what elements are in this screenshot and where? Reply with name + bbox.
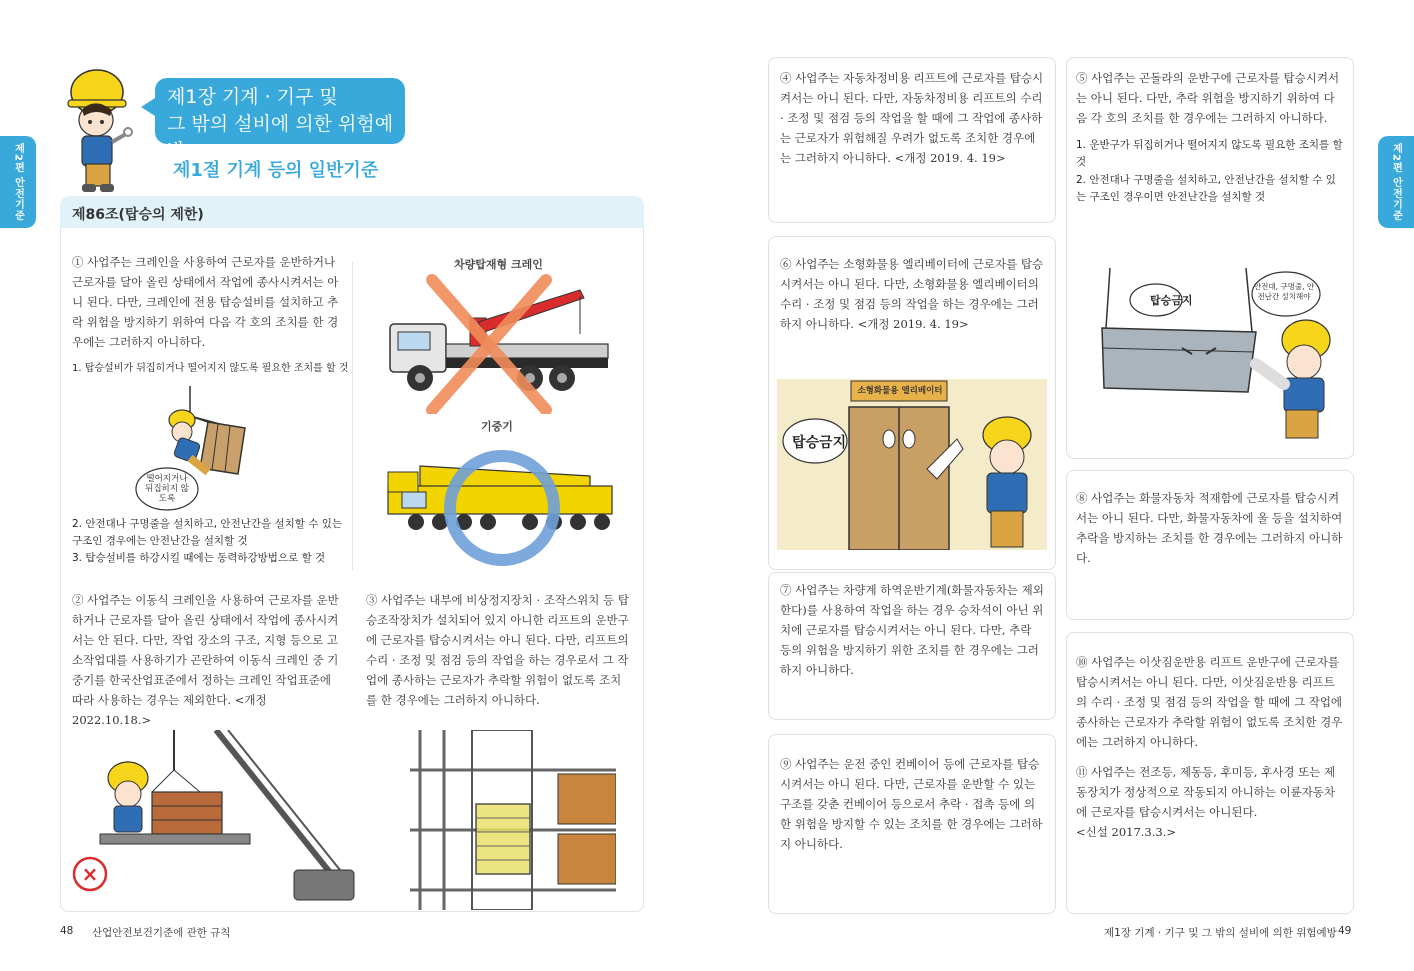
paragraph-11: ⑪ 사업주는 전조등, 제동등, 후미등, 후사경 또는 제동장치가 정상적으로 작동되지 아니하는 이륜자동차에 근로자를 탑승시켜서는 아니된다. bbox=[1076, 765, 1336, 819]
side-tab-left: 제2편 안전기준 bbox=[0, 136, 36, 228]
elevator-sign: 소형화물용 엘리베이터 bbox=[857, 386, 943, 396]
footer-right-title: 제1장 기계 · 기구 및 그 밖의 설비에 의한 위험예방 bbox=[1104, 927, 1337, 939]
gondola-safety-bubble: 안전대, 구명줄, 안전난간 설치해야 bbox=[1253, 282, 1315, 301]
paragraph-9: ⑨ 사업주는 운전 중인 컨베이어 등에 근로자를 탑승시켜서는 아니 된다. 다만, 근로자를 운반할 수 있는 구조를 갖춘 컨베이어 등으로서 추락 · 접촉 등에 의한 위험을 방지할 수 있는 조치를 한 경우에는 그러하지 아니하다. bbox=[780, 757, 1043, 851]
paragraph-1-item-2: 2. 안전대나 구명줄을 설치하고, 안전난간을 설치할 수 있는 구조인 경우에는 안전난간을 설치할 것 bbox=[72, 518, 343, 547]
paragraph-6: ⑥ 사업주는 소형화물용 엘리베이터에 근로자를 탑승시켜서는 아니 된다. 다만, 소형화물용 엘리베이터의 수리 · 조정 및 점검 등의 작업을 하는 경우에는 그러하지 아니하다. <개정 2019. 4. 19> bbox=[780, 257, 1044, 331]
footer-right-page-number: 49 bbox=[1338, 925, 1352, 937]
paragraph-8: ⑧ 사업주는 화물자동차 적재함에 근로자를 탑승시켜서는 아니 된다. 다만, 화물자동차에 울 등을 설치하여 추락을 방지하는 조치를 한 경우에는 그러하지 아니하다. bbox=[1076, 491, 1343, 565]
chapter-title-box bbox=[155, 78, 405, 162]
svg-text:×: × bbox=[81, 862, 99, 886]
elevator-no-ride-bubble: 탑승금지 bbox=[792, 435, 847, 451]
elevator-illustration bbox=[777, 379, 1047, 550]
article-title: 제86조(탑승의 제한) bbox=[60, 196, 644, 228]
paragraph-3: ③ 사업주는 내부에 비상정지장치 · 조작스위치 등 탑승조작장치가 설치되어 있지 아니한 리프트의 운반구에 근로자를 탑승시켜서는 아니 된다. 다만, 리프트의 수리 · 조정 및 점검 등의 작업을 하는 경우로서 그 작업에 종사하는 근로자가 추락할 위험이 없도록 조치를 한 경우에는 그러하지 아니하다. bbox=[366, 593, 629, 707]
mobile-crane-illustration bbox=[380, 436, 616, 568]
paragraph-5-item-1: 1. 운반구가 뒤집히거나 떨어지지 않도록 필요한 조치를 할 것 bbox=[1076, 139, 1343, 168]
figure-truck-crane-label: 차량탑재형 크레인 bbox=[454, 258, 543, 271]
paragraph-10: ⑩ 사업주는 이삿짐운반용 리프트 운반구에 근로자를 탑승시켜서는 아니 된다. 다만, 이삿짐운반용 리프트의 수리 · 조정 및 점검 등의 작업을 할 때에 그 작업에 종사하는 근로자가 추락할 위험이 없도록 조치한 경우에는 그러하지 아니하다. bbox=[1076, 655, 1343, 749]
lift-cage-illustration bbox=[410, 730, 616, 910]
truck-crane-illustration bbox=[380, 274, 612, 414]
paragraph-4: ④ 사업주는 자동차정비용 리프트에 근로자를 탑승시켜서는 아니 된다. 다만, 자동차정비용 리프트의 수리 · 조정 및 점검 등의 작업을 할 때에 그 작업에 종사하는 근로자가 위험해질 우려가 없도록 조치한 경우에는 그러하지 아니하다. <개정 2019. 4. 19> bbox=[780, 71, 1044, 165]
paragraph-2: ② 사업주는 이동식 크레인을 사용하여 근로자를 운반하거나 근로자를 달아 올린 상태에서 작업에 종사시켜서는 안 된다. 다만, 작업 장소의 구조, 지형 등으로 고소작업대를 사용하기가 곤란하여 이동식 크레인 중 기중기를 한국산업표준에서 정하는 크레인 작업표준에 따라 사용하는 경우는 제외한다. <개정 2022.10.18.> bbox=[72, 593, 339, 727]
figure-crane-label: 기중기 bbox=[481, 420, 513, 433]
footer-left-page-number: 48 bbox=[60, 925, 74, 937]
section-title: 제1절 기계 등의 일반기준 bbox=[173, 160, 379, 181]
paragraph-1-item-1: 1. 탑승설비가 뒤집히거나 떨어지지 않도록 필요한 조치를 할 것 bbox=[72, 363, 349, 374]
crane-load-worker-illustration bbox=[66, 730, 356, 908]
mascot-worker-illustration bbox=[52, 64, 142, 200]
gondola-no-ride-bubble: 탑승금지 bbox=[1150, 294, 1193, 307]
paragraph-1: ① 사업주는 크레인을 사용하여 근로자를 운반하거나 근로자를 달아 올린 상태에서 작업에 종사시켜서는 아니 된다. 다만, 크레인에 전용 탑승설비를 설치하고 추락 위험을 방지하기 위하여 다음 각 호의 조치를 한 경우에는 그러하지 아니하다. bbox=[72, 255, 339, 349]
column-divider bbox=[352, 262, 353, 570]
paragraph-5-item-2: 2. 안전대나 구명줄을 설치하고, 안전난간을 설치할 수 있는 구조인 경우이면 안전난간을 설치할 것 bbox=[1076, 174, 1336, 203]
paragraph-1-item-3: 3. 탑승설비를 하강시킬 때에는 동력하강방법으로 할 것 bbox=[72, 552, 326, 564]
chapter-title-line1: 제1장 기계 · 기구 및 bbox=[167, 86, 338, 108]
paragraph-7: ⑦ 사업주는 차량계 하역운반기계(화물자동차는 제외한다)를 사용하여 작업을 하는 경우 승차석이 아닌 위치에 근로자를 탑승시켜서는 아니 된다. 다만, 추락 등의 위험을 방지하기 위한 조치를 한 경우에는 그러하지 아니하다. bbox=[780, 583, 1044, 677]
footer-left-title: 산업안전보건기준에 관한 규칙 bbox=[92, 927, 231, 939]
fall-bubble-text: 떨어지거나 뒤집히지 않도록 bbox=[145, 474, 189, 504]
side-tab-right: 제2편 안전기준 bbox=[1378, 136, 1414, 228]
paragraph-5: ⑤ 사업주는 곤돌라의 운반구에 근로자를 탑승시켜서는 아니 된다. 다만, 추락 위험을 방지하기 위하여 다음 각 호의 조치를 한 경우에는 그러하지 아니하다. bbox=[1076, 71, 1340, 125]
chapter-title-line2: 그 밖의 설비에 의한 위험예방 bbox=[167, 113, 394, 162]
paragraph-11-note: <신설 2017.3.3.> bbox=[1076, 825, 1177, 839]
